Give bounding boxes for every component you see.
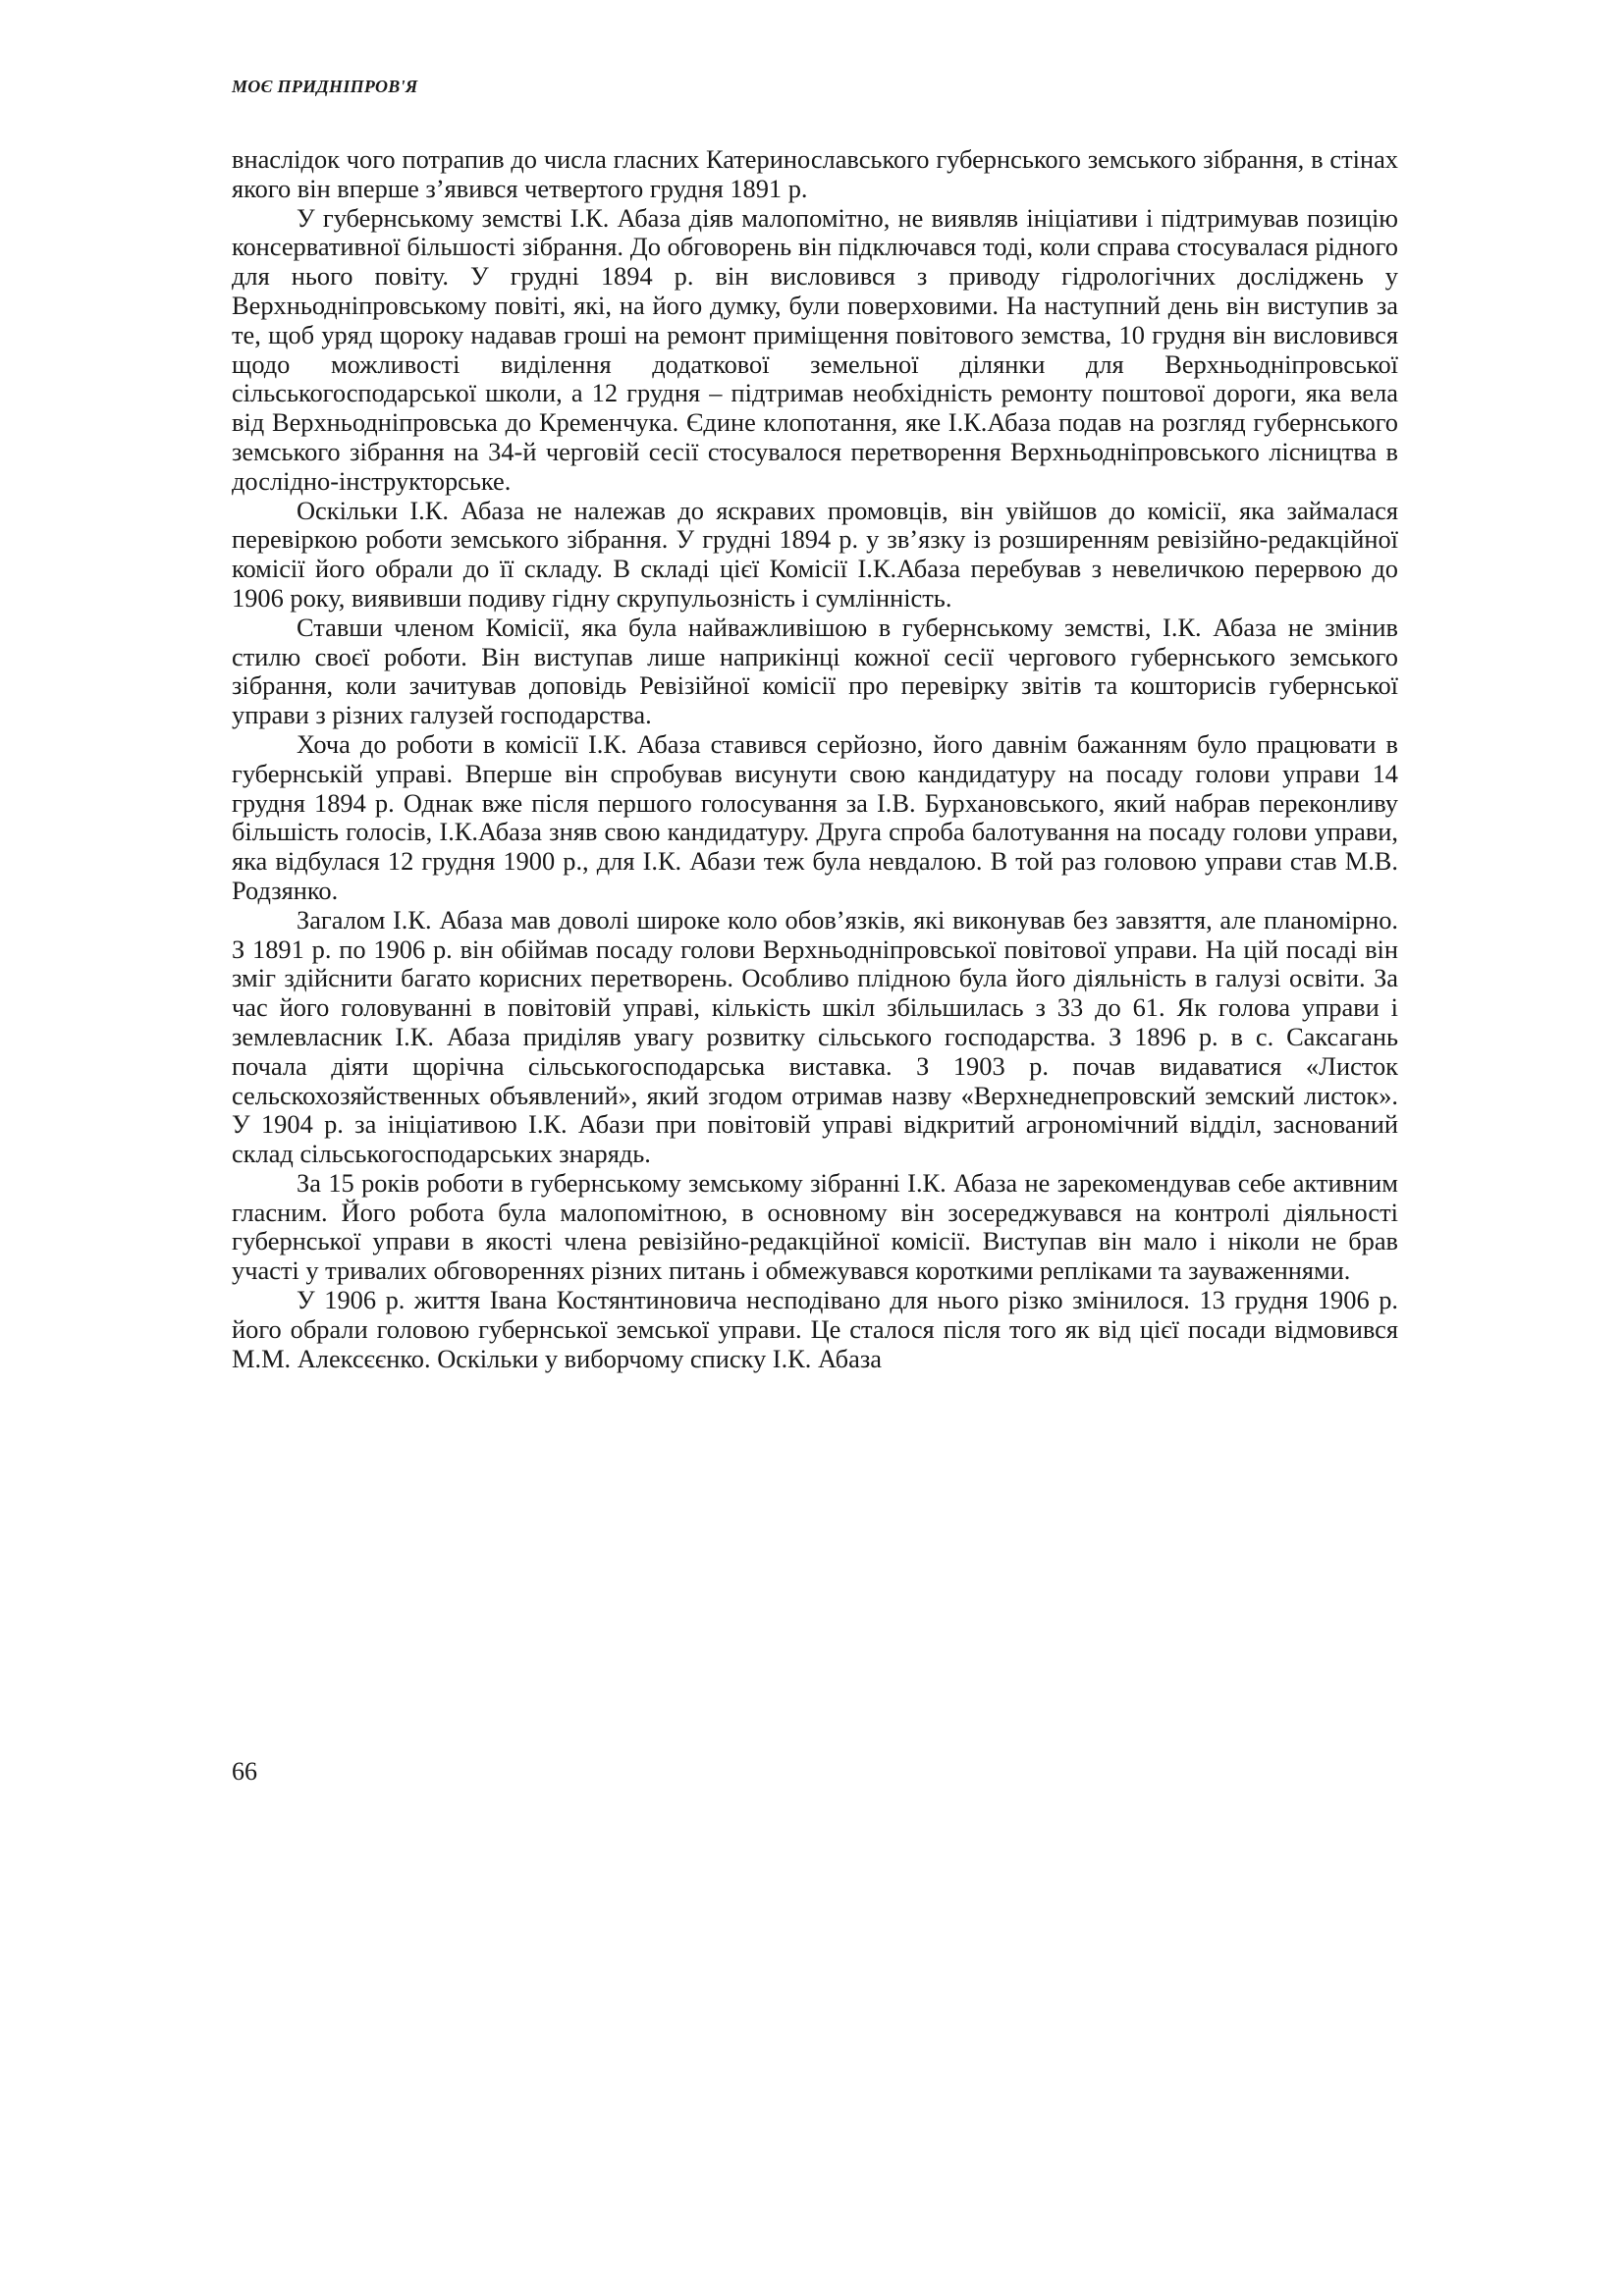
paragraph: За 15 років роботи в губернському земському зібранні І.К. Абаза не зарекомендував себе активним гласним. Його робота була малопомітною, в основному він зосереджувався на контролі діяльності губернської управи в якості члена ревізійно-редакційної комісії. Виступав він мало і ніколи не брав участі у тривалих обговореннях різних питань і обмежувався короткими репліками та зауваженнями. <box>232 1167 1398 1286</box>
paragraph: Хоча до роботи в комісії І.К. Абаза ставився серйозно, його давнім бажанням було працювати в губернській управі. Вперше він спробував висунути свою кандидатуру на посаду голови управи 14 грудня 1894 р. Однак вже після першого голосування за І.В. Бурхановського, який набрав переконливу більшість голосів, І.К.Абаза зняв свою кандидатуру. Друга спроба балотування на посаду голови управи, яка відбулася 12 грудня 1900 р., для І.К. Абази теж була невдалою. В той раз головою управи став М.В. Родзянко. <box>232 728 1398 905</box>
paragraph: Ставши членом Комісії, яка була найважливішою в губернському земстві, І.К. Абаза не змінив стилю своєї роботи. Він виступав лише наприкінці кожної сесії чергового губернського земського зібрання, коли зачитував доповідь Ревізійної комісії про перевірку звітів та кошторисів губернської управи з різних галузей господарства. <box>232 612 1398 730</box>
running-header-title: МОЄ ПРИДНІПРОВ'Я <box>232 77 418 96</box>
paragraph: Загалом І.К. Абаза мав доволі широке коло обов’язків, які виконував без завзяття, але планомірно. З 1891 р. по 1906 р. він обіймав посаду голови Верхньодніпровської повітової управи. На цій посаді він зміг здійснити багато корисних перетворень. Особливо плідною була його діяльність в галузі освіти. За час його головуванні в повітовій управі, кількість шкіл збільшилась з 33 до 61. Як голова управи і землевласник І.К. Абаза приділяв увагу розвитку сільського господарства. З 1896 р. в с. Саксагань почала діяти щорічна сільськогосподарська виставка. З 1903 р. почав видаватися «Листок сельскохозяйственных объявлений», який згодом отримав назву «Верхнеднепровский земский листок». У 1904 р. за ініціативою І.К. Абази при повітовій управі відкритий агрономічний відділ, заснований склад сільськогосподарських знарядь. <box>232 904 1398 1169</box>
paragraph: У 1906 р. життя Івана Костянтиновича несподівано для нього різко змінилося. 13 грудня 1906 р. його обрали головою губернської земської управи. Це сталося після того як від цієї посади відмовився М.М. Алексєєнко. Оскільки у виборчому списку І.К. Абаза <box>232 1285 1398 1373</box>
article-body <box>232 145 1398 1373</box>
paragraph: У губернському земстві І.К. Абаза діяв малопомітно, не виявляв ініціативи і підтримував позицію консервативної більшості зібрання. До обговорень він підключався тоді, коли справа стосувалася рідного для нього повіту. У грудні 1894 р. він висловився з приводу гідрологічних досліджень у Верхньодніпровському повіті, які, на його думку, були поверховими. На наступний день він виступив за те, щоб уряд щороку надавав гроші на ремонт приміщення повітового земства, 10 грудня він висловився щодо можливості виділення додаткової земельної ділянки для Верхньодніпровської сільськогосподарської школи, а 12 грудня – підтримав необхідність ремонту поштової дороги, яка вела від Верхньодніпровська до Кременчука. Єдине клопотання, яке І.К.Абаза подав на розгляд губернського земського зібрання на 34-й черговій сесії стосувалося перетворення Верхньодніпровського лісництва в дослідно-інструкторське. <box>232 202 1398 496</box>
page-number: 66 <box>232 1757 257 1786</box>
paragraph-continued: внаслідок чого потрапив до числа гласних Катеринославського губернського земського зібрання, в стінах якого він вперше з’явився четвертого грудня 1891 р. <box>232 144 1398 203</box>
paragraph: Оскільки І.К. Абаза не належав до яскравих промовців, він увійшов до комісії, яка займалася перевіркою роботи земського зібрання. У грудні 1894 р. у зв’язку із розширенням ревізійно-редакційної комісії його обрали до її складу. В складі цієї Комісії І.К.Абаза перебував з невеличкою перервою до 1906 року, виявивши подиву гідну скрупульозність і сумлінність. <box>232 495 1398 613</box>
